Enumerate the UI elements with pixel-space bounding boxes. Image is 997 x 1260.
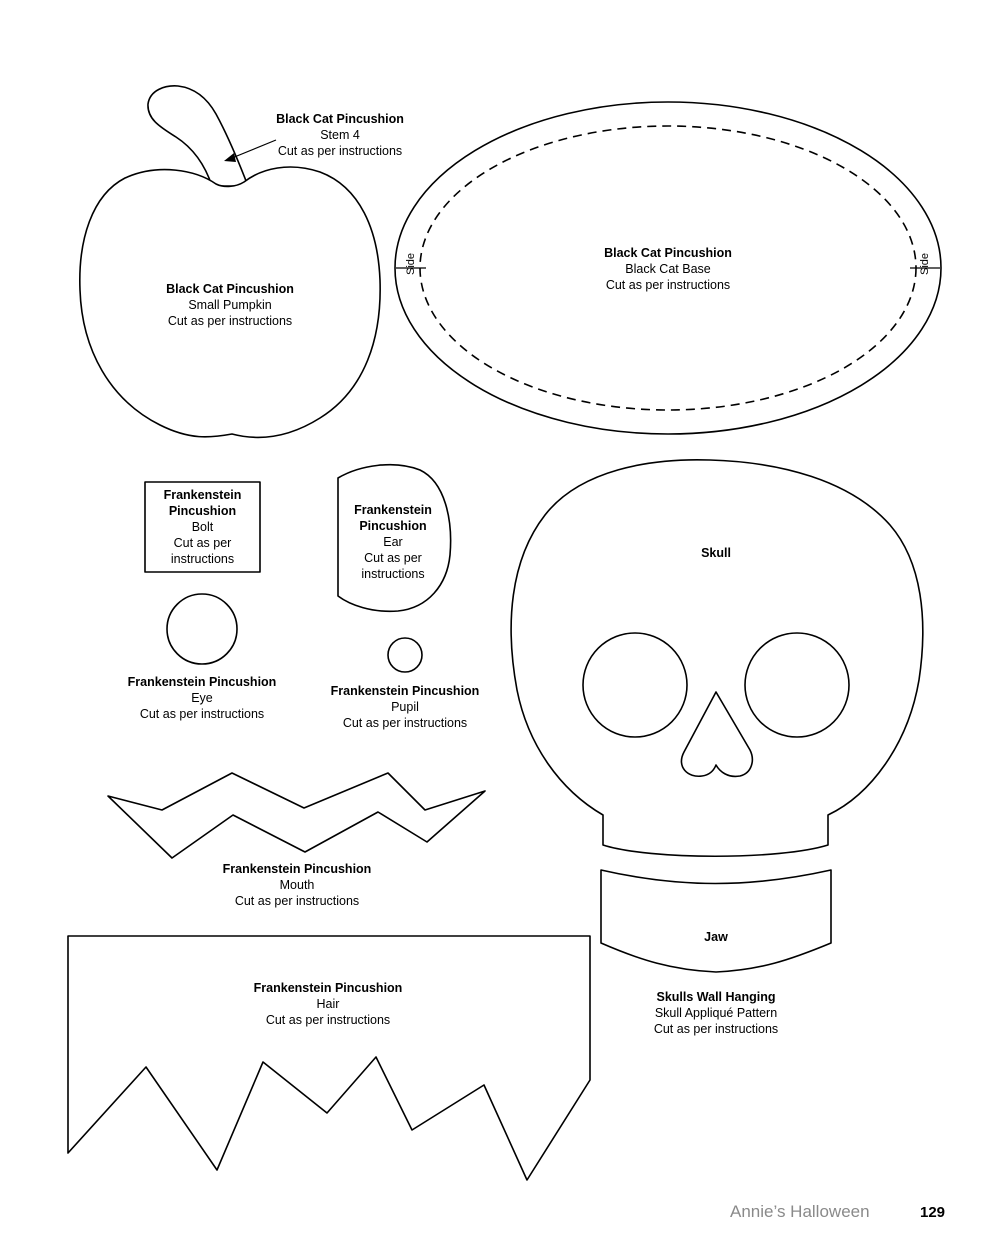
bolt-note-2: instructions bbox=[170, 552, 235, 566]
eye-note: Cut as per instructions bbox=[139, 707, 265, 721]
side-label-left: Side bbox=[405, 252, 418, 276]
ear-title-2: Pincushion bbox=[359, 519, 427, 533]
eye-title: Frankenstein Pincushion bbox=[127, 675, 277, 689]
mouth-pattern bbox=[108, 773, 485, 858]
skull-pattern bbox=[511, 460, 923, 856]
base-title: Black Cat Pincushion bbox=[604, 246, 732, 260]
mouth-label bbox=[207, 861, 387, 909]
stem-note: Cut as per instructions bbox=[277, 144, 403, 158]
pumpkin-name: Small Pumpkin bbox=[188, 298, 272, 312]
skull-wall-note: Cut as per instructions bbox=[653, 1022, 779, 1036]
stem-name: Stem 4 bbox=[320, 128, 360, 142]
ear-label bbox=[338, 502, 448, 582]
ear-note-2: instructions bbox=[361, 567, 425, 581]
eye-label bbox=[112, 674, 292, 722]
skull-wall-title: Skulls Wall Hanging bbox=[656, 990, 776, 1004]
hair-title: Frankenstein Pincushion bbox=[253, 981, 403, 995]
mouth-name: Mouth bbox=[279, 878, 315, 892]
jaw-label bbox=[676, 929, 756, 945]
pupil-pattern bbox=[388, 638, 422, 672]
skull-eye-left bbox=[583, 633, 687, 737]
side-label-right: Side bbox=[919, 252, 932, 276]
skull-label bbox=[676, 545, 756, 561]
pupil-title: Frankenstein Pincushion bbox=[330, 684, 480, 698]
eye-name: Eye bbox=[191, 691, 213, 705]
base-note: Cut as per instructions bbox=[605, 278, 731, 292]
bolt-label bbox=[145, 487, 260, 567]
jaw-label-text: Jaw bbox=[704, 930, 728, 944]
bolt-title-1: Frankenstein bbox=[163, 488, 242, 502]
hair-name: Hair bbox=[316, 997, 340, 1011]
skull-label-text: Skull bbox=[701, 546, 731, 560]
pumpkin-title: Black Cat Pincushion bbox=[166, 282, 294, 296]
bolt-note-1: Cut as per bbox=[173, 536, 232, 550]
mouth-title: Frankenstein Pincushion bbox=[222, 862, 372, 876]
ear-title-1: Frankenstein bbox=[354, 503, 432, 517]
stem-title: Black Cat Pincushion bbox=[276, 112, 404, 126]
hair-label bbox=[238, 980, 418, 1028]
hair-pattern bbox=[68, 936, 590, 1180]
pupil-label bbox=[315, 683, 495, 731]
stem-label bbox=[250, 111, 430, 159]
pupil-name: Pupil bbox=[391, 700, 419, 714]
ear-note-1: Cut as per bbox=[364, 551, 422, 565]
skull-wall-name: Skull Appliqué Pattern bbox=[654, 1006, 778, 1020]
pupil-note: Cut as per instructions bbox=[342, 716, 468, 730]
hair-note: Cut as per instructions bbox=[265, 1013, 391, 1027]
pumpkin-note: Cut as per instructions bbox=[167, 314, 293, 328]
ear-name: Ear bbox=[383, 535, 403, 549]
base-name: Black Cat Base bbox=[625, 262, 711, 276]
base-label bbox=[578, 245, 758, 293]
bolt-name: Bolt bbox=[191, 520, 214, 534]
book-title: Annie’s Halloween bbox=[730, 1202, 870, 1221]
bolt-title-2: Pincushion bbox=[168, 504, 237, 518]
skull-eye-right bbox=[745, 633, 849, 737]
jaw-pattern bbox=[601, 870, 831, 972]
eye-pattern bbox=[167, 594, 237, 664]
mouth-note: Cut as per instructions bbox=[234, 894, 360, 908]
pumpkin-label bbox=[140, 281, 320, 329]
page-number: 129 bbox=[920, 1204, 946, 1221]
skull-wall-label bbox=[616, 989, 816, 1037]
